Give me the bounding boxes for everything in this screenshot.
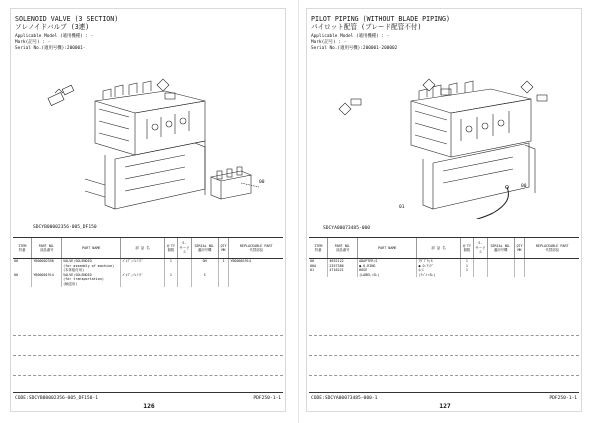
left-table-cell	[13, 282, 32, 287]
left-mark: Mark(記号) : -	[15, 40, 51, 45]
right-catalog-page	[306, 8, 582, 412]
right-exploded-diagram	[311, 59, 579, 219]
left-table-header: S. サービス	[178, 238, 192, 259]
left-table-row	[13, 282, 283, 287]
left-footer-ref: PDF250-1-1	[253, 396, 281, 401]
right-table-cell	[460, 273, 474, 278]
right-table-cell: 4716221	[328, 268, 358, 273]
left-table-cell: ﾊﾞﾙﾌﾞ;ｿﾚﾉｲﾄﾞ	[121, 259, 164, 264]
right-footer-code: CODE:SDCYA00073485-000-1	[311, 396, 378, 401]
left-figure-code: SDCYB00002356-005_DF150	[33, 225, 97, 230]
left-table-header: SERIAL NO. 適用号機	[191, 238, 218, 259]
right-table-cell: 1	[460, 259, 474, 264]
right-table-cell: 00A	[310, 263, 317, 268]
left-title-en: SOLENOID VALVE (3 SECTION)	[15, 15, 119, 23]
right-footer-ref: PDF250-1-1	[549, 396, 577, 401]
right-table-cell	[525, 273, 579, 278]
right-table-cell: ｱﾀﾞﾌﾟﾀ;S	[417, 259, 460, 264]
right-table-bottom-rule	[309, 392, 579, 393]
right-applicable-model: Applicable Model (適用機種) : -	[311, 34, 390, 39]
right-table-row	[309, 273, 579, 278]
left-table-cell	[164, 282, 178, 287]
left-footer-code: CODE:SDCYB00002356-005_DF150-1	[15, 396, 98, 401]
left-blank-row-line	[13, 355, 283, 356]
right-table-cell	[328, 273, 358, 278]
left-table-header: PART NO. 部品番号	[32, 238, 62, 259]
right-table-header: QTY MK	[514, 238, 525, 259]
left-table-cell: OH	[191, 259, 218, 264]
left-table-cell: YB00001914	[32, 273, 62, 278]
right-callout-01: 01	[399, 205, 405, 210]
left-table-cell: 1	[218, 259, 229, 264]
left-table-cell: (本体組付用)	[62, 268, 121, 273]
page-spread-divider	[298, 0, 299, 423]
left-callout-00: 00	[259, 180, 265, 185]
right-table-header: Q'TY 個数	[460, 238, 474, 259]
left-table-cell	[191, 282, 218, 287]
right-table-cell	[487, 273, 514, 278]
right-table-cell	[309, 273, 328, 278]
right-figure-code: SDCYA00073485-000	[323, 226, 371, 231]
left-table-cell	[32, 282, 62, 287]
right-table-cell	[474, 273, 488, 278]
right-table-cell: 01	[310, 268, 315, 273]
left-blank-row-line	[13, 335, 283, 336]
right-table-cell: ● O-ﾘﾝｸﾞ	[417, 264, 460, 269]
right-table-cell: ﾎｰｽ	[417, 268, 460, 273]
left-table-cell: (for assembly of machine)	[62, 264, 121, 269]
right-table-header: 部 品 名	[417, 238, 460, 259]
left-table-header: PART NAME	[62, 238, 121, 259]
left-table-cell: YB00001914	[229, 259, 283, 264]
right-page-number: 127	[439, 402, 451, 410]
left-table-cell: VALVE;SOLENOID	[62, 273, 121, 278]
left-table-cell: VALVE;SOLENOID	[62, 259, 121, 264]
left-table-bottom-rule	[13, 392, 283, 393]
right-table-header: PART NAME	[358, 238, 417, 259]
left-table-header: Q'TY 個数	[164, 238, 178, 259]
right-table-cell: ● O-RING	[358, 264, 417, 269]
left-blank-row-line	[13, 375, 283, 376]
right-table-cell: (ﾗﾍﾞﾙ:SL)	[417, 273, 460, 278]
right-table-header: ITEM 符番	[309, 238, 328, 259]
left-table-header: 部 品 名	[121, 238, 164, 259]
left-table-cell	[121, 282, 164, 287]
right-table-cell: 1	[460, 268, 474, 273]
left-table-cell: (輸送用)	[62, 282, 121, 287]
left-table-cell	[218, 282, 229, 287]
right-table-cell: 1	[460, 264, 474, 269]
left-table-header: REPLACEABLE PART 代替部品	[229, 238, 283, 259]
right-table-cell: 2357386	[328, 264, 358, 269]
right-blank-row-line	[309, 375, 579, 376]
right-table-header: S. サービス	[474, 238, 488, 259]
left-table-cell: S	[191, 273, 218, 278]
right-title-jp: パイロット配管 (ブレード配管不付)	[311, 23, 422, 31]
right-mark: Mark(記号) : -	[311, 40, 347, 45]
left-table-header: QTY MK	[218, 238, 229, 259]
left-table-cell	[178, 282, 192, 287]
left-parts-table	[13, 237, 283, 287]
left-serial: Serial No.(適用号機):200001-	[15, 46, 86, 51]
left-table-cell: ﾊﾞﾙﾌﾞ;ｿﾚﾉｲﾄﾞ	[121, 273, 164, 278]
right-parts-table	[309, 237, 579, 277]
left-exploded-diagram	[15, 59, 283, 219]
left-table-cell: 1	[164, 273, 178, 278]
right-table-header: SERIAL NO. 適用号機	[487, 238, 514, 259]
right-serial: Serial No.(適用号機):200001-200002	[311, 46, 398, 51]
left-table-cell: 1	[164, 259, 178, 264]
right-table-cell	[514, 273, 525, 278]
right-table-cell: 00	[310, 259, 315, 263]
right-title-en: PILOT PIPING (WITHOUT BLADE PIPING)	[311, 15, 450, 23]
left-title-jp: ソレノイドバルブ (3連)	[15, 23, 90, 31]
right-callout-00: 00	[521, 184, 527, 189]
right-table-cell: HOSE	[358, 268, 417, 273]
left-table-cell: 00	[14, 272, 19, 277]
right-table-cell: ADAPTER;S	[358, 259, 417, 264]
left-table-cell: YB00002356	[32, 259, 62, 264]
right-blank-row-line	[309, 335, 579, 336]
right-table-header: REPLACEABLE PART 代替部品	[525, 238, 579, 259]
left-applicable-model: Applicable Model (適用機種) : -	[15, 34, 94, 39]
right-table-header: PART NO. 部品番号	[328, 238, 358, 259]
left-table-cell	[229, 282, 283, 287]
left-table-cell: 00	[14, 259, 19, 263]
right-table-cell: 4652122	[328, 259, 358, 264]
left-table-header: ITEM 符番	[13, 238, 32, 259]
right-blank-row-line	[309, 355, 579, 356]
left-catalog-page	[10, 8, 286, 412]
left-table-cell: (for transportation)	[62, 277, 121, 282]
right-table-cell: (LABEL:SL)	[358, 273, 417, 278]
left-page-number: 126	[143, 402, 155, 410]
